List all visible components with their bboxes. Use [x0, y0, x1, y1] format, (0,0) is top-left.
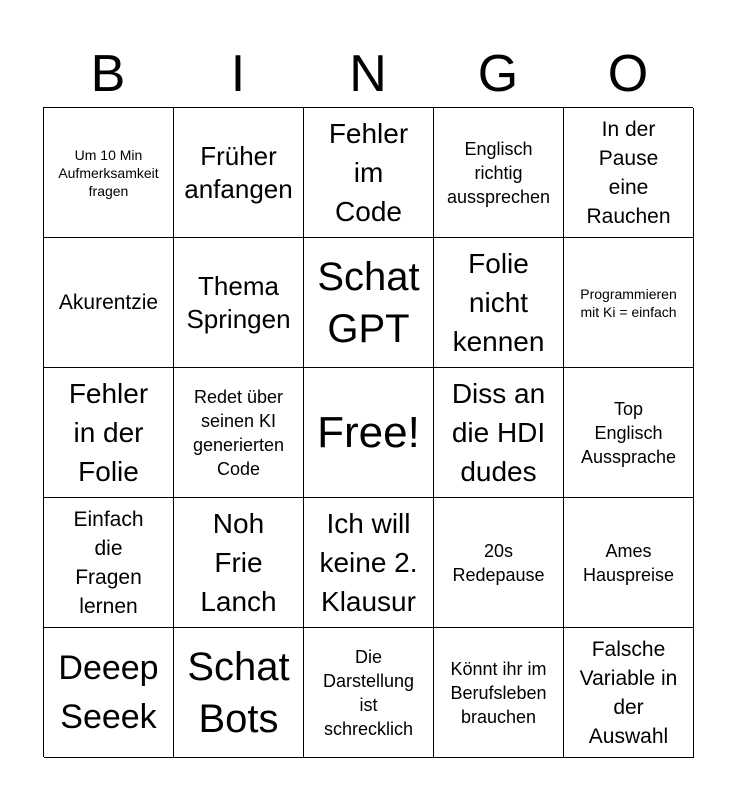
bingo-cell-r2c1[interactable]: [44, 238, 174, 368]
header-letter-b: B: [90, 45, 126, 103]
cell-text: Fehler in der Folie: [68, 378, 149, 487]
bingo-cell-r1c3[interactable]: [304, 108, 434, 238]
bingo-cell-r4c4[interactable]: [434, 498, 564, 628]
bingo-board: [43, 107, 693, 757]
bingo-cell-r5c4[interactable]: [434, 628, 564, 758]
bingo-cell-r5c2[interactable]: [174, 628, 304, 758]
bingo-cell-r4c5[interactable]: [564, 498, 694, 628]
bingo-header: [43, 40, 693, 108]
cell-text: Um 10 Min Aufmerksamkeit fragen: [58, 146, 159, 199]
cell-text: Die Darstellung ist schrecklich: [322, 646, 415, 739]
bingo-cell-r3c2[interactable]: [174, 368, 304, 498]
cell-text: Ames Hauspreise: [582, 540, 675, 585]
bingo-cell-r4c1[interactable]: [44, 498, 174, 628]
cell-text: Diss an die HDI dudes: [451, 378, 546, 487]
cell-text: Deeep Seeek: [58, 648, 159, 736]
bingo-cell-r2c3[interactable]: [304, 238, 434, 368]
bingo-cell-r2c2[interactable]: [174, 238, 304, 368]
cell-text: Programmieren mit Ki = einfach: [580, 285, 677, 320]
bingo-cell-r1c2[interactable]: [174, 108, 304, 238]
bingo-cell-r3c4[interactable]: [434, 368, 564, 498]
bingo-cell-r5c1[interactable]: [44, 628, 174, 758]
cell-text: Folie nicht kennen: [452, 248, 545, 357]
bingo-cell-r4c3[interactable]: [304, 498, 434, 628]
free-space-label: Free!: [317, 407, 420, 457]
cell-text: Früher anfangen: [184, 140, 293, 204]
cell-text: Top Englisch Aussprache: [580, 398, 677, 467]
cell-text: Schat Bots: [187, 644, 290, 741]
cell-text: Schat GPT: [317, 254, 420, 351]
cell-text: Falsche Variable in der Auswahl: [579, 637, 678, 748]
bingo-cell-r1c5[interactable]: [564, 108, 694, 238]
bingo-cell-r5c5[interactable]: [564, 628, 694, 758]
bingo-cell-r3c3-free[interactable]: [304, 368, 434, 498]
cell-text: Fehler im Code: [328, 118, 409, 227]
cell-text: Redet über seinen KI generierten Code: [192, 386, 285, 479]
bingo-cell-r2c5[interactable]: [564, 238, 694, 368]
cell-text: Englisch richtig aussprechen: [446, 138, 551, 207]
cell-text: Ich will keine 2. Klausur: [319, 508, 418, 617]
bingo-cell-r1c4[interactable]: [434, 108, 564, 238]
bingo-cell-r5c3[interactable]: [304, 628, 434, 758]
cell-text: 20s Redepause: [452, 540, 545, 585]
header-letter-g: G: [477, 45, 519, 103]
header-letter-o: O: [607, 45, 649, 103]
cell-text: Könnt ihr im Berufsleben brauchen: [450, 658, 547, 727]
bingo-cell-r1c1[interactable]: [44, 108, 174, 238]
cell-text: Thema Springen: [186, 270, 291, 334]
bingo-cell-r4c2[interactable]: [174, 498, 304, 628]
cell-text: Akurentzie: [58, 291, 159, 314]
bingo-cell-r3c5[interactable]: [564, 368, 694, 498]
header-letter-i: I: [230, 45, 246, 103]
header-letter-n: N: [349, 45, 387, 103]
cell-text: Einfach die Fragen lernen: [73, 507, 144, 618]
bingo-cell-r3c1[interactable]: [44, 368, 174, 498]
cell-text: In der Pause eine Rauchen: [586, 117, 671, 228]
cell-text: Noh Frie Lanch: [200, 508, 277, 617]
bingo-cell-r2c4[interactable]: [434, 238, 564, 368]
